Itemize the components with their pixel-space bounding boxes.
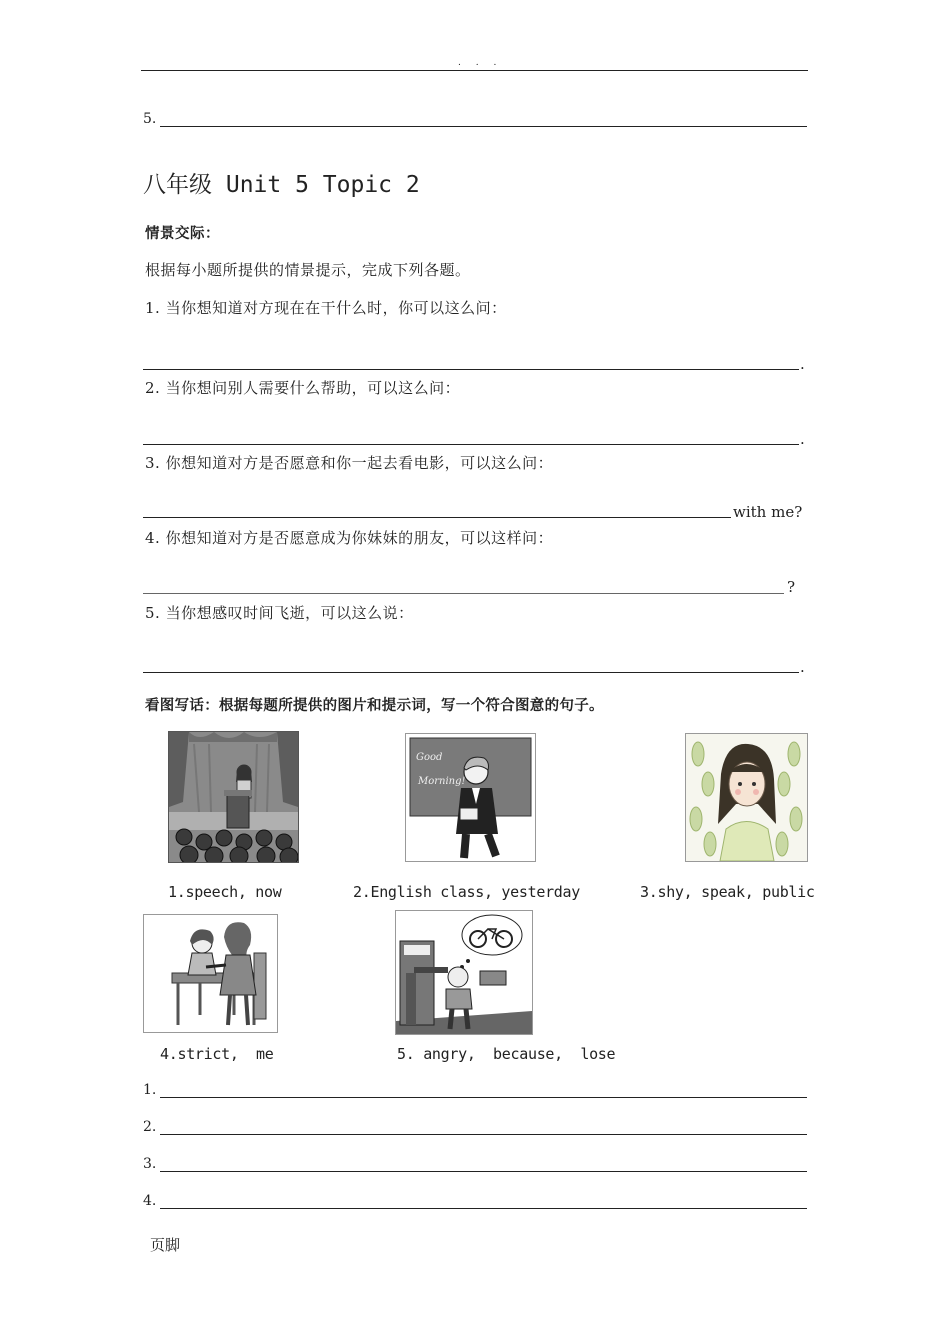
answer-number: 4. xyxy=(143,1193,157,1209)
question-prompt: 4. 你想知道对方是否愿意成为你妹妹的朋友，可以这样问： xyxy=(145,529,554,547)
board-text: Good xyxy=(416,752,443,763)
answer-line[interactable] xyxy=(143,369,799,370)
answer-line[interactable] xyxy=(143,517,731,518)
question-prompt: 2. 当你想问别人需要什么帮助，可以这么问： xyxy=(145,379,461,397)
answer-line[interactable] xyxy=(160,126,807,127)
section-title: 八年级 Unit 5 Topic 2 xyxy=(143,172,420,198)
picture-writing-heading: 看图写话：根据每题所提供的图片和提示词，写一个符合图意的句子。 xyxy=(145,698,604,714)
answer-number: 2. xyxy=(143,1119,157,1135)
question-ending: ? xyxy=(787,578,796,596)
answer-line[interactable] xyxy=(143,672,799,673)
question-ending: . xyxy=(800,430,806,448)
question-prompt: 1. 当你想知道对方现在在干什么时，你可以这么问： xyxy=(145,299,507,317)
answer-line[interactable] xyxy=(143,593,784,594)
answer-line[interactable] xyxy=(160,1134,807,1135)
page-footer: 页脚 xyxy=(150,1236,181,1254)
picture-caption: 4.strict, me xyxy=(160,1045,274,1063)
strict-teacher-picture xyxy=(143,914,278,1033)
picture-caption: 3.shy, speak, public xyxy=(640,883,815,901)
board-text: Morning! xyxy=(418,776,466,787)
answer-number: 1. xyxy=(143,1082,157,1098)
lost-bike-picture xyxy=(395,910,533,1035)
situation-heading: 情景交际： xyxy=(145,226,220,242)
top-item-number: 5. xyxy=(143,111,157,127)
answer-line[interactable] xyxy=(160,1208,807,1209)
situation-instruction: 根据每小题所提供的情景提示，完成下列各题。 xyxy=(145,261,471,279)
shy-girl-picture xyxy=(685,733,808,862)
answer-line[interactable] xyxy=(160,1171,807,1172)
english-class-picture xyxy=(405,733,536,862)
question-prompt: 5. 当你想感叹时间飞逝，可以这么说： xyxy=(145,604,414,622)
speech-picture xyxy=(168,731,299,863)
answer-number: 3. xyxy=(143,1156,157,1172)
answer-line[interactable] xyxy=(160,1097,807,1098)
question-prompt: 3. 你想知道对方是否愿意和你一起去看电影，可以这么问： xyxy=(145,454,554,472)
question-ending: . xyxy=(800,658,806,676)
picture-caption: 5. angry, because, lose xyxy=(397,1045,616,1063)
header-rule xyxy=(141,70,808,71)
question-ending: with me? xyxy=(733,503,803,521)
header-dots: . . . xyxy=(458,58,503,68)
question-ending: . xyxy=(800,355,806,373)
picture-caption: 1.speech, now xyxy=(168,883,282,901)
answer-line[interactable] xyxy=(143,444,799,445)
picture-caption: 2.English class, yesterday xyxy=(353,883,581,901)
